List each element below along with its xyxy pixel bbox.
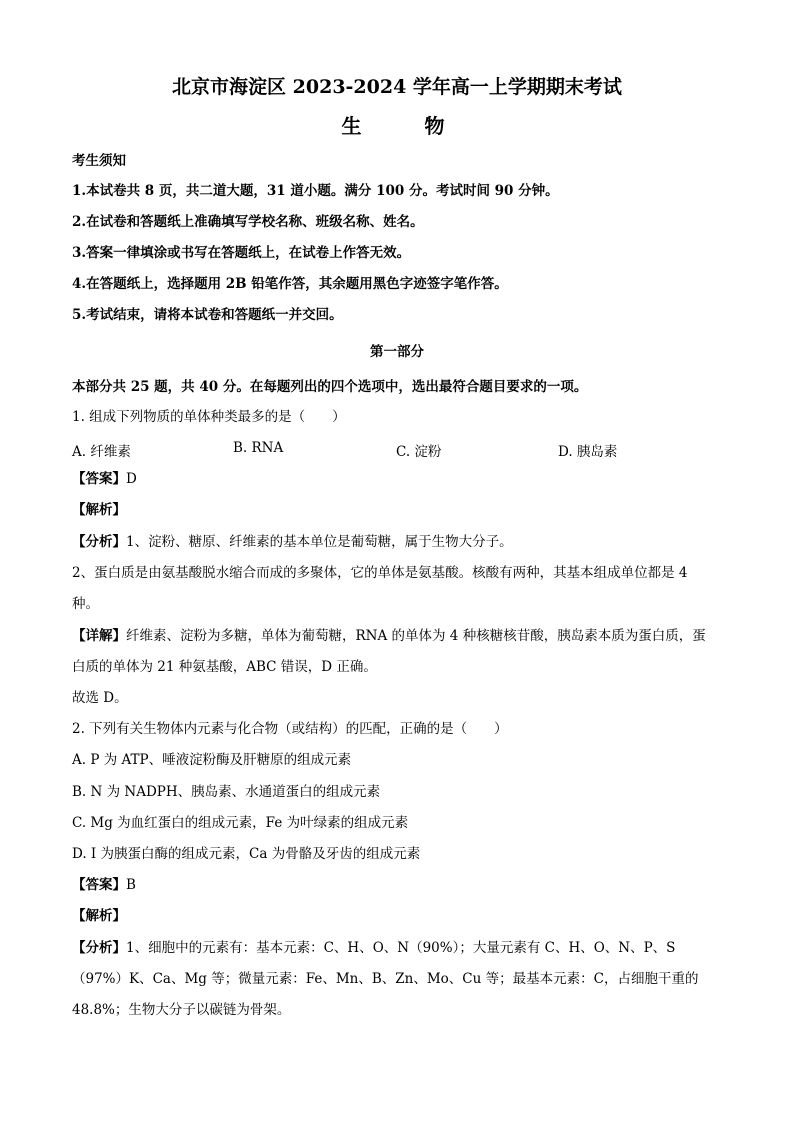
fenxi-tag: 【分析】 [72, 534, 126, 550]
fenxi-text: 1、细胞中的元素有：基本元素：C、H、O、N（90%）；大量元素有 C、H、O、N、P、S [126, 940, 676, 956]
q2-answer-line [72, 876, 136, 894]
question-1-stem: 1. 组成下列物质的单体种类最多的是（ ） [72, 409, 346, 425]
notice-item: 4.在答题纸上，选择题用 2B 铅笔作答，其余题用黑色字迹签字笔作答。 [72, 276, 508, 292]
fenxi-text: 1、淀粉、糖原、纤维素的基本单位是葡萄糖，属于生物大分子。 [126, 534, 513, 550]
part-heading: 第一部分 [370, 344, 424, 360]
notice-item: 5.考试结束，请将本试卷和答题纸一并交回。 [72, 307, 343, 323]
analysis-tag: 【解析】 [72, 502, 126, 518]
q2-option-a: A. P 为 ATP、唾液淀粉酶及肝糖原的组成元素 [72, 752, 352, 768]
answer-tag: 【答案】 [72, 471, 126, 487]
notice-item: 1.本试卷共 8 页，共二道大题，31 道小题。满分 100 分。考试时间 90 分钟。 [72, 183, 559, 199]
q2-option-b: B. N 为 NADPH、胰岛素、水通道蛋白的组成元素 [72, 784, 381, 800]
q2-option-c: C. Mg 为血红蛋白的组成元素，Fe 为叶绿素的组成元素 [72, 815, 409, 831]
subject-title: 生 物 [341, 114, 473, 138]
q1-option-b: B. RNA [233, 440, 284, 456]
exam-title: 北京市海淀区 2023-2024 学年高一上学期期末考试 [172, 76, 622, 98]
analysis-tag: 【解析】 [72, 908, 126, 924]
detail-tag: 【详解】 [72, 628, 126, 644]
answer-value: D [126, 471, 137, 487]
fenxi-tag: 【分析】 [72, 940, 126, 956]
q1-fenxi-line [72, 533, 513, 551]
q1-option-d: D. 胰岛素 [558, 444, 618, 460]
q1-detail-line [72, 627, 706, 645]
q1-option-c: C. 淀粉 [396, 444, 442, 460]
q2-fenxi-text: （97%）K、Ca、Mg 等；微量元素：Fe、Mn、B、Zn、Mo、Cu 等；最基本元素：C，占细胞干重的 [72, 971, 699, 987]
notice-item: 2.在试卷和答题纸上准确填写学校名称、班级名称、姓名。 [72, 214, 424, 230]
q2-fenxi-line [72, 939, 675, 957]
q1-conclusion: 故选 D。 [72, 690, 128, 706]
q1-fenxi-text: 种。 [72, 596, 99, 612]
q2-fenxi-text: 48.8%；生物大分子以碳链为骨架。 [72, 1002, 291, 1018]
answer-value: B [126, 877, 136, 893]
question-2-stem: 2. 下列有关生物体内元素与化合物（或结构）的匹配，正确的是（ ） [72, 721, 508, 737]
q1-option-a: A. 纤维素 [72, 444, 131, 460]
q2-option-d: D. I 为胰蛋白酶的组成元素，Ca 为骨骼及牙齿的组成元素 [72, 846, 421, 862]
q1-fenxi-text: 2、蛋白质是由氨基酸脱水缩合而成的多聚体，它的单体是氨基酸。核酸有两种，其基本组成单位都是 4 [72, 565, 688, 581]
notice-heading: 考生须知 [72, 153, 126, 169]
q1-detail-text: 白质的单体为 21 种氨基酸，ABC 错误，D 正确。 [72, 659, 377, 675]
answer-tag: 【答案】 [72, 877, 126, 893]
detail-text: 纤维素、淀粉为多糖，单体为葡萄糖，RNA 的单体为 4 种核糖核苷酸，胰岛素本质为蛋白质，蛋 [126, 628, 706, 644]
q1-answer-line [72, 470, 137, 488]
notice-item: 3.答案一律填涂或书写在答题纸上，在试卷上作答无效。 [72, 245, 411, 261]
part-intro: 本部分共 25 题，共 40 分。在每题列出的四个选项中，选出最符合题目要求的一项。 [72, 379, 588, 395]
